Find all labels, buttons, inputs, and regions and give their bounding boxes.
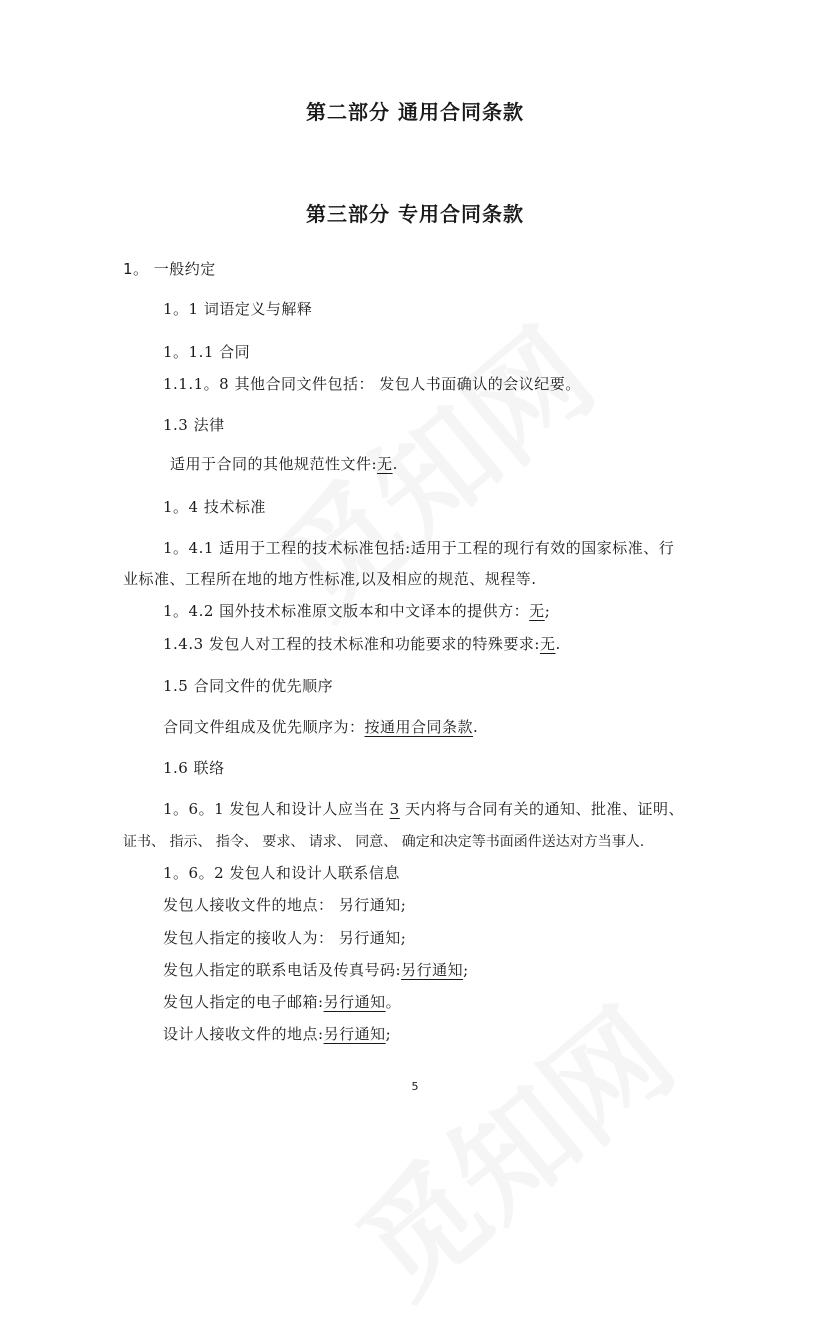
section-1-3-text [170, 453, 398, 474]
section-1-5: 1.5 合同文件的优先顺序 [163, 677, 334, 695]
section-1-1-1-8: 1.1.1。8 其他合同文件包括： 发包人书面确认的会议纪要。 [163, 375, 581, 393]
contact-4-end: 。 [385, 993, 402, 1011]
section-1-6: 1.6 联络 [163, 759, 225, 777]
heading-part2: 第二部分 通用合同条款 [306, 100, 524, 124]
section-1-4-3-end: . [555, 635, 561, 653]
contact-4-label: 发包人指定的电子邮箱: [163, 993, 324, 1011]
contact-3-end: ; [463, 961, 469, 979]
section-1-6-1-line1 [163, 798, 684, 819]
section-1-6-1-days: 3 [389, 800, 400, 818]
section-1-5-label: 合同文件组成及优先顺序为： [163, 718, 365, 736]
section-1-6-1-b: 天内将与合同有关的通知、批准、证明、 [399, 800, 684, 818]
section-1-4-2-value: 无 [529, 602, 545, 620]
contact-5-value: 另行通知 [323, 1025, 386, 1043]
section-1-5-text [163, 716, 478, 737]
section-1-4-1-line2: 业标准、工程所在地的地方性标准,以及相应的规范、规程等. [123, 570, 537, 588]
contact-3 [163, 959, 469, 980]
section-1-5-end: . [473, 718, 479, 736]
section-1-4-3 [163, 633, 561, 654]
contact-1: 发包人接收文件的地点： 另行通知; [163, 896, 407, 914]
section-1-4-2-end: ; [544, 602, 551, 620]
watermark-bottom [317, 964, 703, 1327]
section-1-4-1-line1: 1。4.1 适用于工程的技术标准包括:适用于工程的现行有效的国家标准、行 [163, 539, 675, 557]
section-1-5-value: 按通用合同条款 [364, 718, 474, 736]
contact-3-label: 发包人指定的联系电话及传真号码: [163, 961, 402, 979]
contact-4-value: 另行通知 [323, 993, 386, 1011]
contact-5-label: 设计人接收文件的地点: [163, 1025, 324, 1043]
section-1-4-2 [163, 600, 550, 621]
contact-5 [163, 1023, 391, 1044]
section-1-3: 1.3 法律 [163, 416, 225, 434]
section-1-3-end: . [392, 455, 398, 473]
section-1-4: 1。4 技术标准 [163, 498, 266, 516]
section-1: 1。 一般约定 [123, 260, 216, 278]
contact-4 [163, 991, 401, 1012]
section-1-3-label: 适用于合同的其他规范性文件: [170, 455, 378, 473]
section-1-4-3-value: 无 [540, 635, 556, 653]
heading-part3: 第三部分 专用合同条款 [306, 202, 524, 226]
section-1-6-2: 1。6。2 发包人和设计人联系信息 [163, 864, 400, 882]
section-1-4-3-label: 1.4.3 发包人对工程的技术标准和功能要求的特殊要求: [163, 635, 540, 653]
section-1-1: 1。1 词语定义与解释 [163, 300, 313, 318]
section-1-3-value: 无 [377, 455, 393, 473]
page-number: 5 [411, 1080, 419, 1093]
section-1-4-2-label: 1。4.2 国外技术标准原文版本和中文译本的提供方： [163, 602, 530, 620]
section-1-1-1: 1。1.1 合同 [163, 343, 251, 361]
section-1-6-1-line2: 证书、 指示、 指令、 要求、 请求、 同意、 确定和决定等书面函件送达对方当事人. [123, 834, 645, 850]
contact-2: 发包人指定的接收人为： 另行通知; [163, 929, 407, 947]
contact-5-end: ; [385, 1025, 392, 1043]
section-1-6-1-a: 1。6。1 发包人和设计人应当在 [163, 800, 390, 818]
contact-3-value: 另行通知 [401, 961, 464, 979]
